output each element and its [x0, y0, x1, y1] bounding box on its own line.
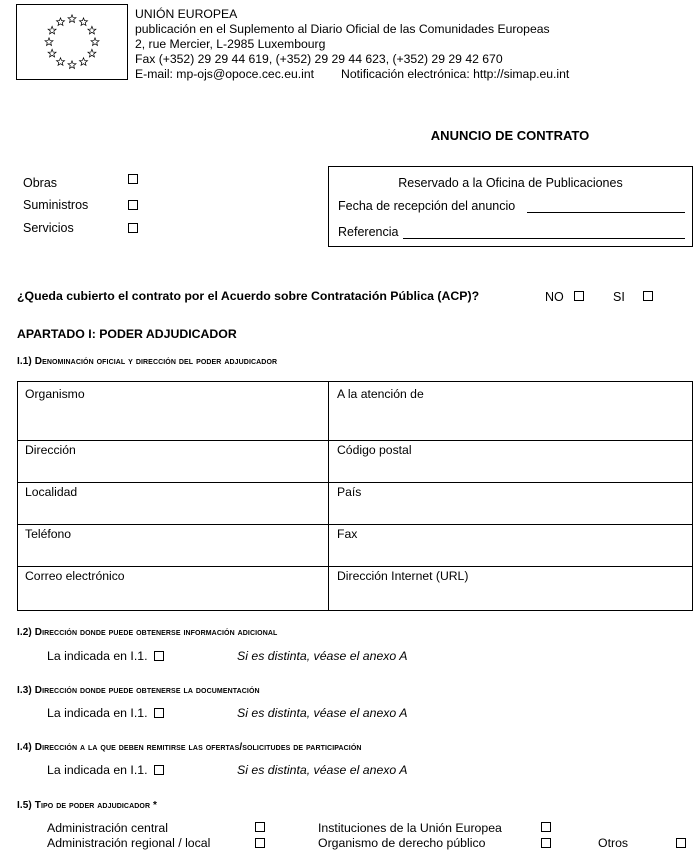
reserved-heading: Reservado a la Oficina de Publicaciones	[398, 176, 623, 190]
country-field[interactable]: País	[337, 485, 362, 499]
i3-same-checkbox[interactable]	[154, 708, 164, 718]
choice-suministros-label: Suministros	[23, 198, 89, 212]
address-line: 2, rue Mercier, L-2985 Luxembourg	[135, 37, 326, 51]
star-icon	[57, 58, 65, 66]
acp-si-checkbox[interactable]	[643, 291, 653, 301]
i4-same-label: La indicada en I.1.	[47, 763, 148, 777]
reception-date-field[interactable]	[527, 212, 685, 213]
page-title: ANUNCIO DE CONTRATO	[430, 128, 590, 143]
attention-field[interactable]: A la atención de	[337, 387, 424, 401]
url-field[interactable]: Dirección Internet (URL)	[337, 569, 469, 583]
tipo-otros-label: Otros	[598, 836, 629, 850]
star-icon	[48, 26, 56, 34]
phone-field[interactable]: Teléfono	[25, 527, 72, 541]
subsection-i1: I.1) Denominación oficial y dirección del poder adjudicador	[17, 356, 278, 367]
i2-annex-note: Si es distinta, véase el anexo A	[237, 649, 408, 663]
i4-same-checkbox[interactable]	[154, 765, 164, 775]
subsection-i4: I.4) Dirección a la que deben remitirse las ofertas/solicitudes de participación	[17, 742, 362, 753]
star-icon	[88, 26, 96, 34]
reference-label: Referencia	[338, 225, 399, 239]
address-field[interactable]: Dirección	[25, 443, 76, 457]
eu-stars-icon	[17, 5, 127, 79]
star-icon	[48, 49, 56, 57]
locality-field[interactable]: Localidad	[25, 485, 78, 499]
star-icon	[45, 38, 53, 46]
choice-obras-label: Obras	[23, 176, 58, 190]
subsection-i5: I.5) Tipo de poder adjudicador *	[17, 800, 157, 811]
notification-text: Notificación electrónica: http://simap.eu.int	[341, 67, 570, 81]
publisher-info	[135, 7, 569, 82]
reserved-office-box	[328, 166, 693, 247]
acp-question: ¿Queda cubierto el contrato por el Acuerdo sobre Contratación Pública (ACP)?	[17, 289, 480, 303]
fax-line: Fax (+352) 29 29 44 619, (+352) 29 29 44 623, (+352) 29 29 42 670	[135, 52, 503, 66]
publication-line: publicación en el Suplemento al Diario Oficial de las Comunidades Europeas	[135, 22, 550, 36]
i4-row	[47, 763, 408, 777]
contracting-authority-grid	[17, 381, 693, 611]
star-icon	[91, 38, 99, 46]
servicios-checkbox[interactable]	[128, 223, 138, 233]
tipo-admin-regional-checkbox[interactable]	[255, 838, 265, 848]
star-icon	[88, 49, 96, 57]
postal-code-field[interactable]: Código postal	[337, 443, 412, 457]
i2-same-checkbox[interactable]	[154, 651, 164, 661]
email-field[interactable]: Correo electrónico	[25, 569, 125, 583]
choice-servicios-label: Servicios	[23, 221, 74, 235]
tipo-admin-central-checkbox[interactable]	[255, 822, 265, 832]
fax-field[interactable]: Fax	[337, 527, 358, 541]
star-icon	[68, 61, 76, 69]
i2-row	[47, 649, 408, 663]
section-title: APARTADO I: PODER ADJUDICADOR	[17, 327, 237, 341]
tipo-otros-checkbox[interactable]	[676, 838, 686, 848]
eu-flag-icon	[16, 4, 128, 80]
acp-no-checkbox[interactable]	[574, 291, 584, 301]
tipo-organismo-checkbox[interactable]	[541, 838, 551, 848]
suministros-checkbox[interactable]	[128, 200, 138, 210]
obras-checkbox[interactable]	[128, 174, 138, 184]
star-icon	[80, 58, 88, 66]
i3-annex-note: Si es distinta, véase el anexo A	[237, 706, 408, 720]
subsection-i3: I.3) Dirección donde puede obtenerse la documentación	[17, 685, 260, 696]
i3-row	[47, 706, 408, 720]
email-text: E-mail: mp-ojs@opoce.cec.eu.int	[135, 67, 315, 81]
star-icon	[57, 18, 65, 26]
reference-field[interactable]	[403, 238, 685, 239]
i2-same-label: La indicada en I.1.	[47, 649, 148, 663]
star-icon	[80, 18, 88, 26]
tipo-instituciones-label: Instituciones de la Unión Europea	[318, 821, 502, 835]
tipo-instituciones-checkbox[interactable]	[541, 822, 551, 832]
tipo-organismo-label: Organismo de derecho público	[318, 836, 486, 850]
acp-si-label: SI	[613, 290, 625, 304]
reception-date-label: Fecha de recepción del anuncio	[338, 199, 516, 213]
tipo-admin-regional-label: Administración regional / local	[47, 836, 211, 850]
star-icon	[68, 15, 76, 23]
contact-line	[135, 67, 569, 82]
i4-annex-note: Si es distinta, véase el anexo A	[237, 763, 408, 777]
i3-same-label: La indicada en I.1.	[47, 706, 148, 720]
tipo-admin-central-label: Administración central	[47, 821, 168, 835]
acp-no-label: NO	[545, 290, 564, 304]
subsection-i2: I.2) Dirección donde puede obtenerse información adicional	[17, 627, 278, 638]
publisher-name: UNIÓN EUROPEA	[135, 7, 238, 21]
organismo-field[interactable]: Organismo	[25, 387, 85, 401]
